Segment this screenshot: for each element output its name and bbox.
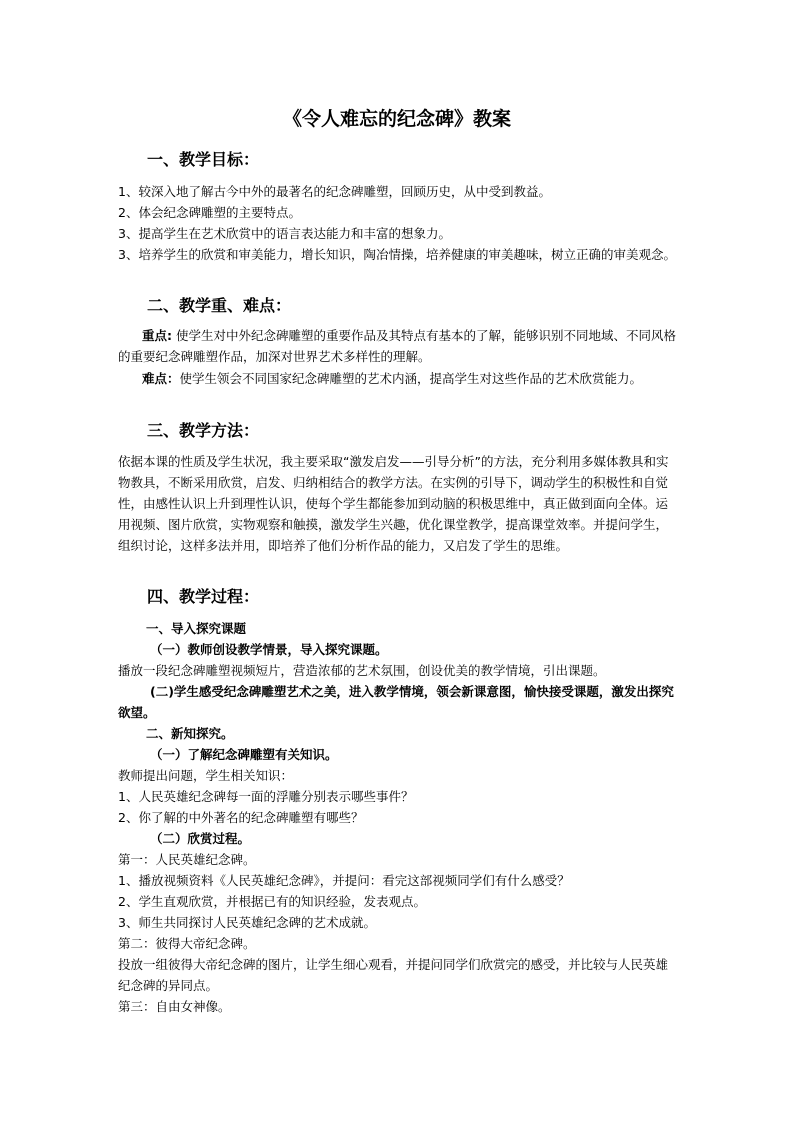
part2-title: 二、新知探究。 — [146, 726, 234, 741]
part1-title: 一、导入探究课题 — [146, 621, 247, 636]
second-monument-title: 第二：彼得大帝纪念碑。 — [118, 936, 256, 951]
first-step-1: 1、播放视频资料《人民英雄纪念碑》，并提问：看完这部视频同学们有什么感受？ — [118, 873, 570, 888]
goal-item-1: 1、较深入地了解古今中外的最著名的纪念碑雕塑，回顾历史，从中受到教益。 — [118, 184, 551, 199]
second-monument-text: 投放一组彼得大帝纪念碑的图片，让学生细心观看，并提问同学们欣赏完的感受，并比较与人民英雄纪念碑的异同点。 — [118, 957, 669, 993]
goal-item-4: 3、培养学生的欣赏和审美能力，增长知识，陶冶情操，培养健康的审美趣味，树立正确的审美观念。 — [118, 247, 676, 262]
key-point-text: 使学生对中外纪念碑雕塑的重要作品及其特点有基本的了解，能够识别不同地域、不同风格的重要纪念碑雕塑作品，加深对世界艺术多样性的理解。 — [118, 328, 676, 364]
part2-sub1: （一）了解纪念碑雕塑有关知识。 — [150, 747, 338, 762]
first-monument-title: 第一：人民英雄纪念碑。 — [118, 852, 256, 867]
third-monument-title: 第三：自由女神像。 — [118, 999, 231, 1014]
goal-item-2: 2、体会纪念碑雕塑的主要特点。 — [118, 205, 301, 220]
part2-question-1: 1、人民英雄纪念碑每一面的浮雕分别表示哪些事件？ — [118, 789, 414, 804]
difficulty-paragraph — [118, 368, 678, 389]
key-point-label: 重点: — [142, 328, 172, 343]
key-point-paragraph — [118, 325, 678, 367]
part2-text1: 教师提出问题，学生相关知识： — [118, 768, 294, 783]
difficulty-text: 使学生领会不同国家纪念碑雕塑的艺术内涵，提高学生对这些作品的艺术欣赏能力。 — [179, 371, 643, 386]
section4-heading: 四、教学过程： — [147, 587, 260, 606]
goal-item-3: 3、提高学生在艺术欣赏中的语言表达能力和丰富的想象力。 — [118, 226, 451, 241]
section3-heading: 三、教学方法： — [147, 421, 260, 440]
first-step-3: 3、师生共同探讨人民英雄纪念碑的艺术成就。 — [118, 915, 376, 930]
section1-heading: 一、教学目标： — [147, 150, 260, 169]
section2-heading: 二、教学重、难点： — [147, 296, 292, 315]
part1-sub1: （一）教师创设教学情景，导入探究课题。 — [150, 642, 388, 657]
part1-text1: 播放一段纪念碑雕塑视频短片，营造浓郁的艺术氛围，创设优美的教学情境，引出课题。 — [118, 663, 606, 678]
document-title: 《令人难忘的纪念碑》教案 — [282, 108, 511, 130]
difficulty-label: 难点： — [142, 371, 180, 386]
part2-sub2: （二）欣赏过程。 — [150, 831, 251, 846]
part1-sub2: (二)学生感受纪念碑雕塑艺术之美，进入教学情境，领会新课意图，愉快接受课题，激发出探究欲望。 — [118, 684, 674, 720]
part2-question-2: 2、你了解的中外著名的纪念碑雕塑有哪些？ — [118, 810, 364, 825]
method-paragraph: 依据本课的性质及学生状况，我主要采取“激发启发——引导分析”的方法，充分利用多媒体教具和实物教具，不断采用欣赏，启发、归纳相结合的教学方法。在实例的引导下，调动学生的积极性和自觉性，由感性认识上升到理性认识，使每个学生都能参加到动脑的积极思维中，真正做到面向全体。运用视频、图片欣赏，实物观察和触摸，激发学生兴趣，优化课堂教学，提高课堂效率。并提问学生，组织讨论，这样多法并用，即培养了他们分析作品的能力，又启发了学生的思维。 — [118, 454, 669, 553]
first-step-2: 2、学生直观欣赏，并根据已有的知识经验，发表观点。 — [118, 894, 426, 909]
